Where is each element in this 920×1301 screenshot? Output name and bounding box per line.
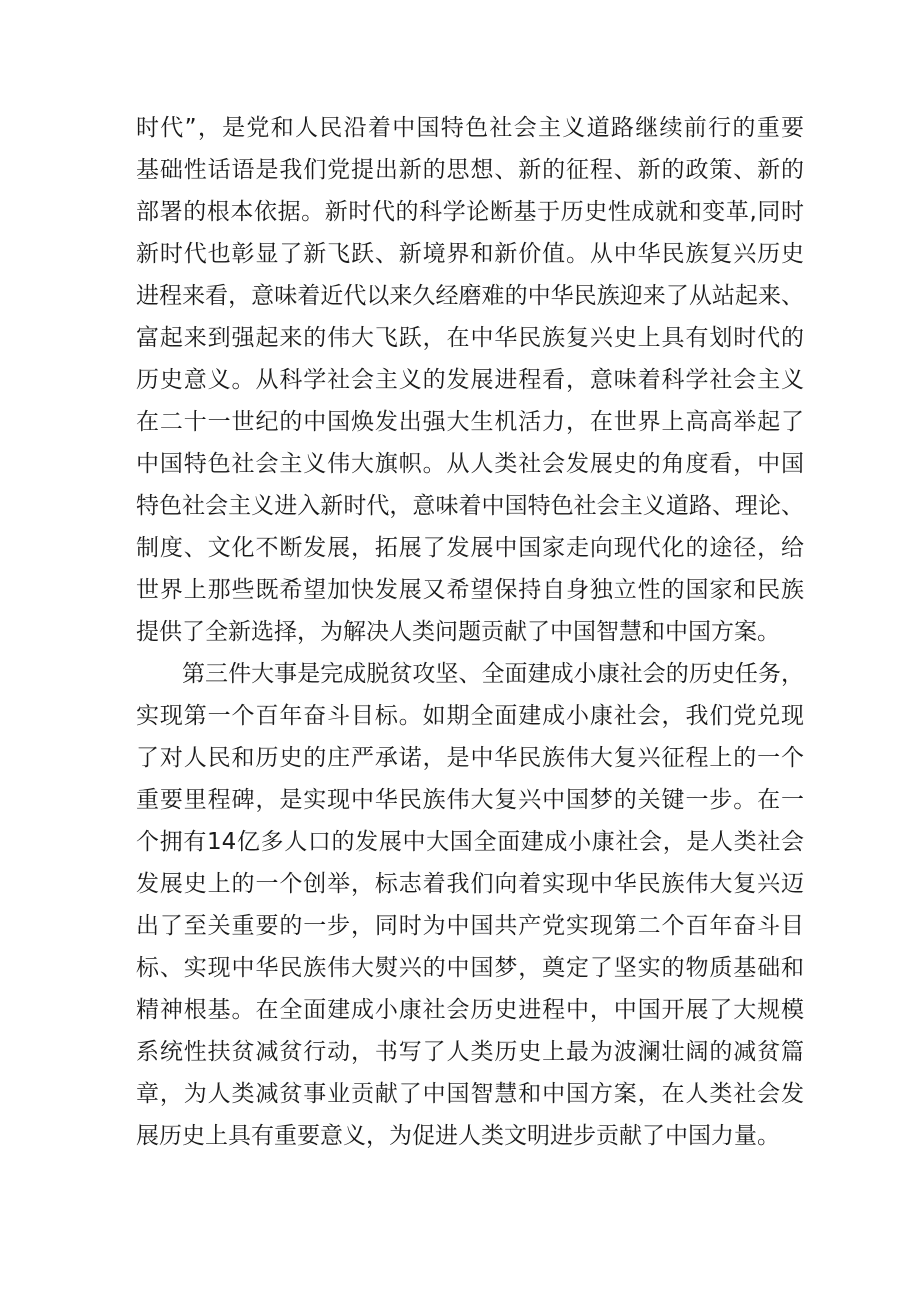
text-line: 历史意义。从科学社会主义的发展进程看，意味着科学社会主义 [136,367,804,393]
text-line: 了对人民和历史的庄严承诺，是中华民族伟大复兴征程上的一个 [136,745,804,771]
text-line: 进程来看，意味着近代以来久经磨难的中华民族迎来了从站起来、 [136,283,804,309]
text-line: 特色社会主义进入新时代，意味着中国特色社会主义道路、理论、 [136,493,804,519]
text-line: 展历史上具有重要意义，为促进人类文明进步贡献了中国力量。 [136,1123,780,1149]
paragraph-continuation [136,107,804,653]
text-line: 富起来到强起来的伟大飞跃，在中华民族复兴史上具有划时代的 [136,325,804,351]
text-line: 系统性扶贫减贫行动，书写了人类历史上最为波澜壮阔的减贫篇 [136,1039,804,1065]
text-line: 重要里程碑，是实现中华民族伟大复兴中国梦的关键一步。在一 [136,787,804,813]
text-line: 发展史上的一个创举，标志着我们向着实现中华民族伟大复兴迈 [136,871,804,897]
text-line: 基础性话语是我们党提出新的思想、新的征程、新的政策、新的 [136,157,804,183]
text-line: 实现第一个百年奋斗目标。如期全面建成小康社会，我们党兑现 [136,703,804,729]
text-line: 精神根基。在全面建成小康社会历史进程中，中国开展了大规模 [136,997,804,1023]
text-line: 第三件大事是完成脱贫攻坚、全面建成小康社会的历史任务， [182,661,804,687]
text-line: 制度、文化不断发展，拓展了发展中国家走向现代化的途径，给 [136,535,804,561]
text-line: 中国特色社会主义伟大旗帜。从人类社会发展史的角度看，中国 [136,451,804,477]
text-line: 提供了全新选择，为解决人类问题贡献了中国智慧和中国方案。 [136,619,780,645]
text-line: 出了至关重要的一步，同时为中国共产党实现第二个百年奋斗目 [136,913,804,939]
text-line: 部署的根本依据。新时代的科学论断基于历史性成就和变革,同时 [136,199,804,225]
text-line: 世界上那些既希望加快发展又希望保持自身独立性的国家和民族 [136,577,804,603]
text-line: 新时代也彰显了新飞跃、新境界和新价值。从中华民族复兴历史 [136,241,804,267]
text-line: 时代”，是党和人民沿着中国特色社会主义道路继续前行的重要 [136,115,804,141]
text-line: 个拥有14亿多人口的发展中大国全面建成小康社会，是人类社会 [136,829,804,855]
paragraph-third-event [136,653,804,1157]
text-line: 章，为人类减贫事业贡献了中国智慧和中国方案，在人类社会发 [136,1081,804,1107]
text-line: 在二十一世纪的中国焕发出强大生机活力，在世界上高高举起了 [136,409,804,435]
text-line: 标、实现中华民族伟大熨兴的中国梦，奠定了坚实的物质基础和 [136,955,804,981]
